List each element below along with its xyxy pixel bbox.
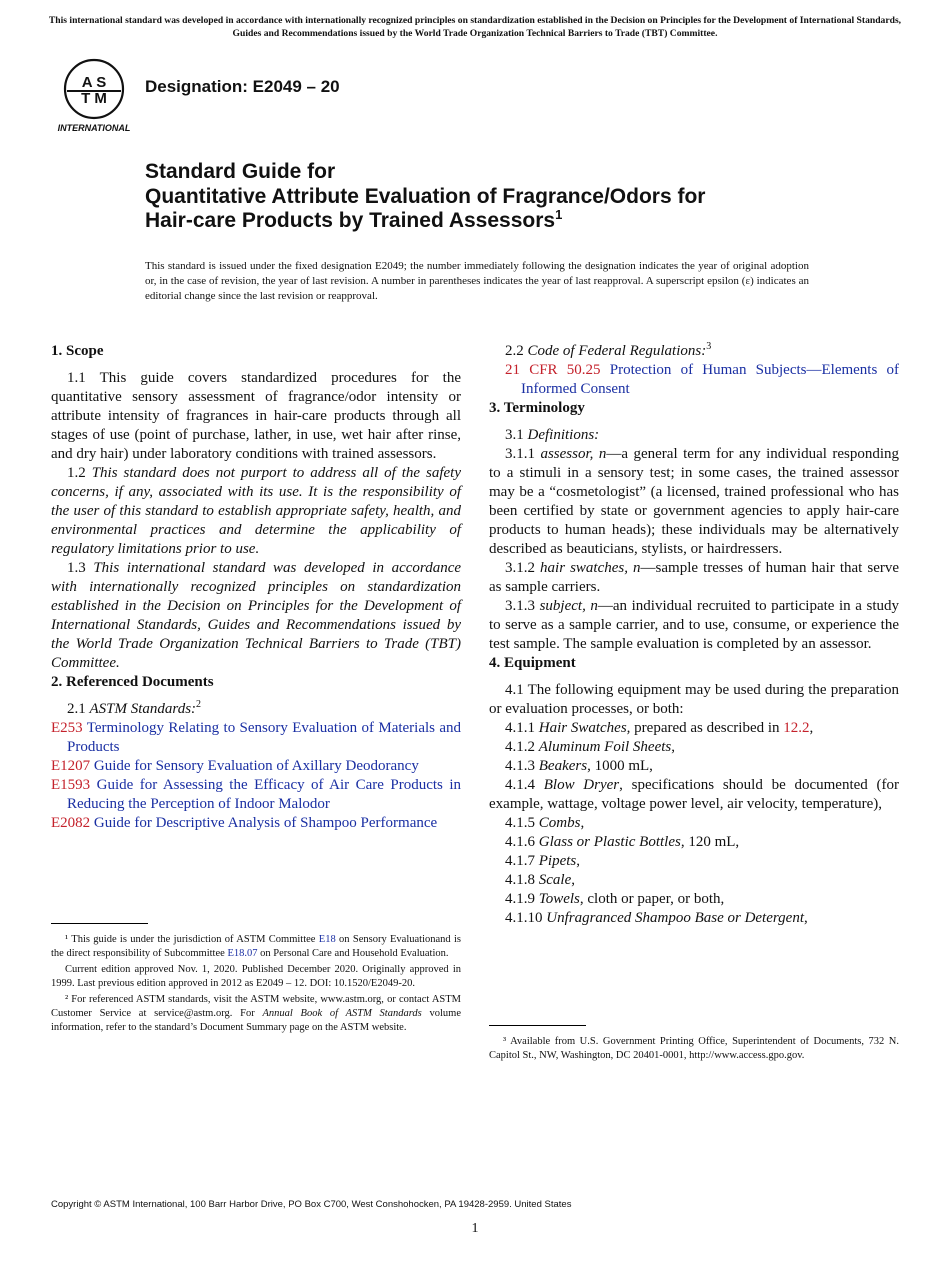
copyright-footer: Copyright © ASTM International, 100 Barr Harbor Drive, PO Box C700, West Conshohocken, PA 19428-2959. United States (51, 1199, 572, 1210)
equipment-item: 4.1.2 Aluminum Foil Sheets, (505, 739, 675, 755)
astm-logo (53, 57, 135, 135)
document-title (145, 160, 905, 234)
footnote-3: ³ Available from U.S. Government Printing Office, Superintendent of Documents, 732 N. Capitol St., NW, Washington, DC 20401-0001, http://www.access.gpo.gov. (489, 1036, 899, 1061)
title-footnote-mark[interactable]: 1 (555, 207, 563, 222)
left-column (51, 342, 461, 833)
footnote-1: ¹ This guide is under the jurisdiction of ASTM Committee E18 on Sensory Evaluationand is the direct responsibility of Subcommittee E18.07 on Personal Care and Household Evaluation. (51, 934, 461, 959)
svg-text:INTERNATIONAL: INTERNATIONAL (57, 123, 131, 133)
equipment-item: 4.1.7 Pipets, (505, 853, 580, 869)
reference-item[interactable] (51, 776, 461, 814)
para-4-1: 4.1 The following equipment may be used during the preparation or evaluation processes, or both: (489, 682, 899, 717)
designation: Designation: E2049 – 20 (145, 77, 340, 96)
equipment-item: 4.1.8 Scale, (505, 872, 575, 888)
footnote-rule-right (489, 1025, 586, 1026)
reference-title[interactable]: Guide for Assessing the Efficacy of Air Care Products in Reducing the Perception of Indoor Malodor (67, 777, 461, 812)
para-3-1: 3.1 Definitions: (505, 427, 600, 443)
equipment-item: 4.1.4 Blow Dryer, specifications should be documented (for example, wattage, voltage power level, air velocity, temperature), (489, 777, 899, 812)
astm-logo-icon (53, 57, 135, 135)
para-2-1: 2.1 ASTM Standards:$^2$ (67, 699, 202, 717)
footnote-rule-left (51, 923, 148, 924)
reference-code[interactable]: E1207 (51, 758, 91, 774)
svg-text:A S: A S (81, 74, 107, 91)
equipment-list (489, 719, 899, 928)
definition-subject: 3.1.3 subject, n—an individual recruited to participate in a study to serve as a sample carrier, and to use, consume, or experience the test sample. The sample evaluation is completed by an assessor. (489, 598, 899, 652)
title-line-3: Hair-care Products by Trained Assessors (145, 209, 556, 232)
equipment-item: 4.1.3 Beakers, 1000 mL, (505, 758, 653, 774)
link-e18[interactable]: E18 (318, 934, 336, 945)
intro-note: This standard is issued under the fixed designation E2049; the number immediately following the designation indicates the year of original adoption or, in the case of revision, the year of last revision. A number in parentheses indicates the year of last reapproval. A superscript epsilon (ε) indicates an editorial change since the last revision or reapproval. (145, 260, 809, 302)
para-1-2: 1.2 This standard does not purport to address all of the safety concerns, if any, associated with its use. It is the responsibility of the user of this standard to establish appropriate safety, health, and environmental practices and determine the applicability of regulatory limitations prior to use. (51, 465, 462, 557)
equipment-item: 4.1.6 Glass or Plastic Bottles, 120 mL, (505, 834, 740, 850)
svg-text:T M: T M (81, 90, 107, 107)
title-line-2: Quantitative Attribute Evaluation of Fragrance/Odors for (145, 184, 706, 208)
equipment-item: 4.1.9 Towels, cloth or paper, or both, (505, 891, 725, 907)
para-2-2: 2.2 Code of Federal Regulations:$^3$ (505, 341, 712, 359)
reference-code[interactable]: E2082 (51, 815, 91, 831)
right-column (489, 342, 899, 928)
title-line-1: Standard Guide for (145, 160, 336, 183)
reference-item[interactable] (51, 814, 461, 833)
top-notice: This international standard was developed in accordance with internationally recognized principles on standardization established in the Decision on Principles for the Development of International Standards, Guides and Recommendations issued by the World Trade Organization Technical Barriers to Trade (TBT) Committee. (48, 15, 902, 39)
section-terminology-heading: 3. Terminology (489, 400, 585, 416)
reference-item[interactable] (51, 719, 461, 757)
section-link[interactable]: 12.2 (783, 720, 810, 736)
reference-title[interactable]: Guide for Sensory Evaluation of Axillary Deodorancy (93, 758, 419, 774)
equipment-item: 4.1.5 Combs, (505, 815, 585, 831)
footnote-2: ² For referenced ASTM standards, visit the ASTM website, www.astm.org, or contact ASTM Customer Service at service@astm.org. For Annual Book of ASTM Standards volume information, refer to the standard’s Document Summary page on the ASTM website. (51, 994, 461, 1033)
section-scope-heading: 1. Scope (51, 343, 104, 359)
definition-assessor: 3.1.1 assessor, n—a general term for any individual responding to a stimuli in a sensory test; in some cases, the trained assessor may be a “cosmetologist” (a licensed, trained professional who has been certified by state or government agencies to apply hair-care products to human heads); these individuals may be alternatively described as beauticians, stylists, or hairdressers. (489, 446, 900, 557)
reference-code[interactable]: E1593 (51, 777, 91, 793)
cfr-reference[interactable]: 21 CFR 50.25 Protection of Human Subjects—Elements of Informed Consent (505, 362, 900, 397)
reference-title[interactable]: Guide for Descriptive Analysis of Shampoo Performance (93, 815, 438, 831)
page-number: 1 (471, 1221, 479, 1236)
para-1-3: 1.3 This international standard was developed in accordance with internationally recognized principles on standardization established in the Decision on Principles for the Development of International Standards, Guides and Recommendations issued by the World Trade Organization Technical Barriers to Trade (TBT) Committee. (51, 560, 462, 671)
referenced-standards-list (51, 719, 461, 833)
reference-title[interactable]: Terminology Relating to Sensory Evaluation of Materials and Products (67, 720, 462, 755)
link-e18-07[interactable]: E18.07 (227, 948, 258, 959)
reference-code[interactable]: E253 (51, 720, 83, 736)
section-equipment-heading: 4. Equipment (489, 655, 576, 671)
equipment-item: 4.1.10 Unfragranced Shampoo Base or Detergent, (505, 910, 808, 926)
para-1-1: 1.1 This guide covers standardized procedures for the quantitative sensory assessment of fragrance/odor intensity or attribute intensity of fragrances in hair-care products through all stages of use (point of purchase, lather, in use, wet hair after rinse, and dry hair) under laboratory conditions with trained assessors. (51, 370, 461, 462)
definition-hair-swatches: 3.1.2 hair swatches, n—sample tresses of human hair that serve as sample carriers. (489, 560, 900, 595)
equipment-item: 4.1.1 Hair Swatches, prepared as described in 12.2, (505, 720, 814, 736)
footnotes-right (489, 1035, 899, 1065)
reference-item[interactable] (51, 757, 461, 776)
section-referenced-documents-heading: 2. Referenced Documents (51, 674, 214, 690)
footnote-1-edition: Current edition approved Nov. 1, 2020. Published December 2020. Originally approved in 1999. Last previous edition approved in 2012 as E2049 – 12. DOI: 10.1520/E2049-20. (51, 964, 461, 989)
footnotes-left (51, 933, 461, 1037)
